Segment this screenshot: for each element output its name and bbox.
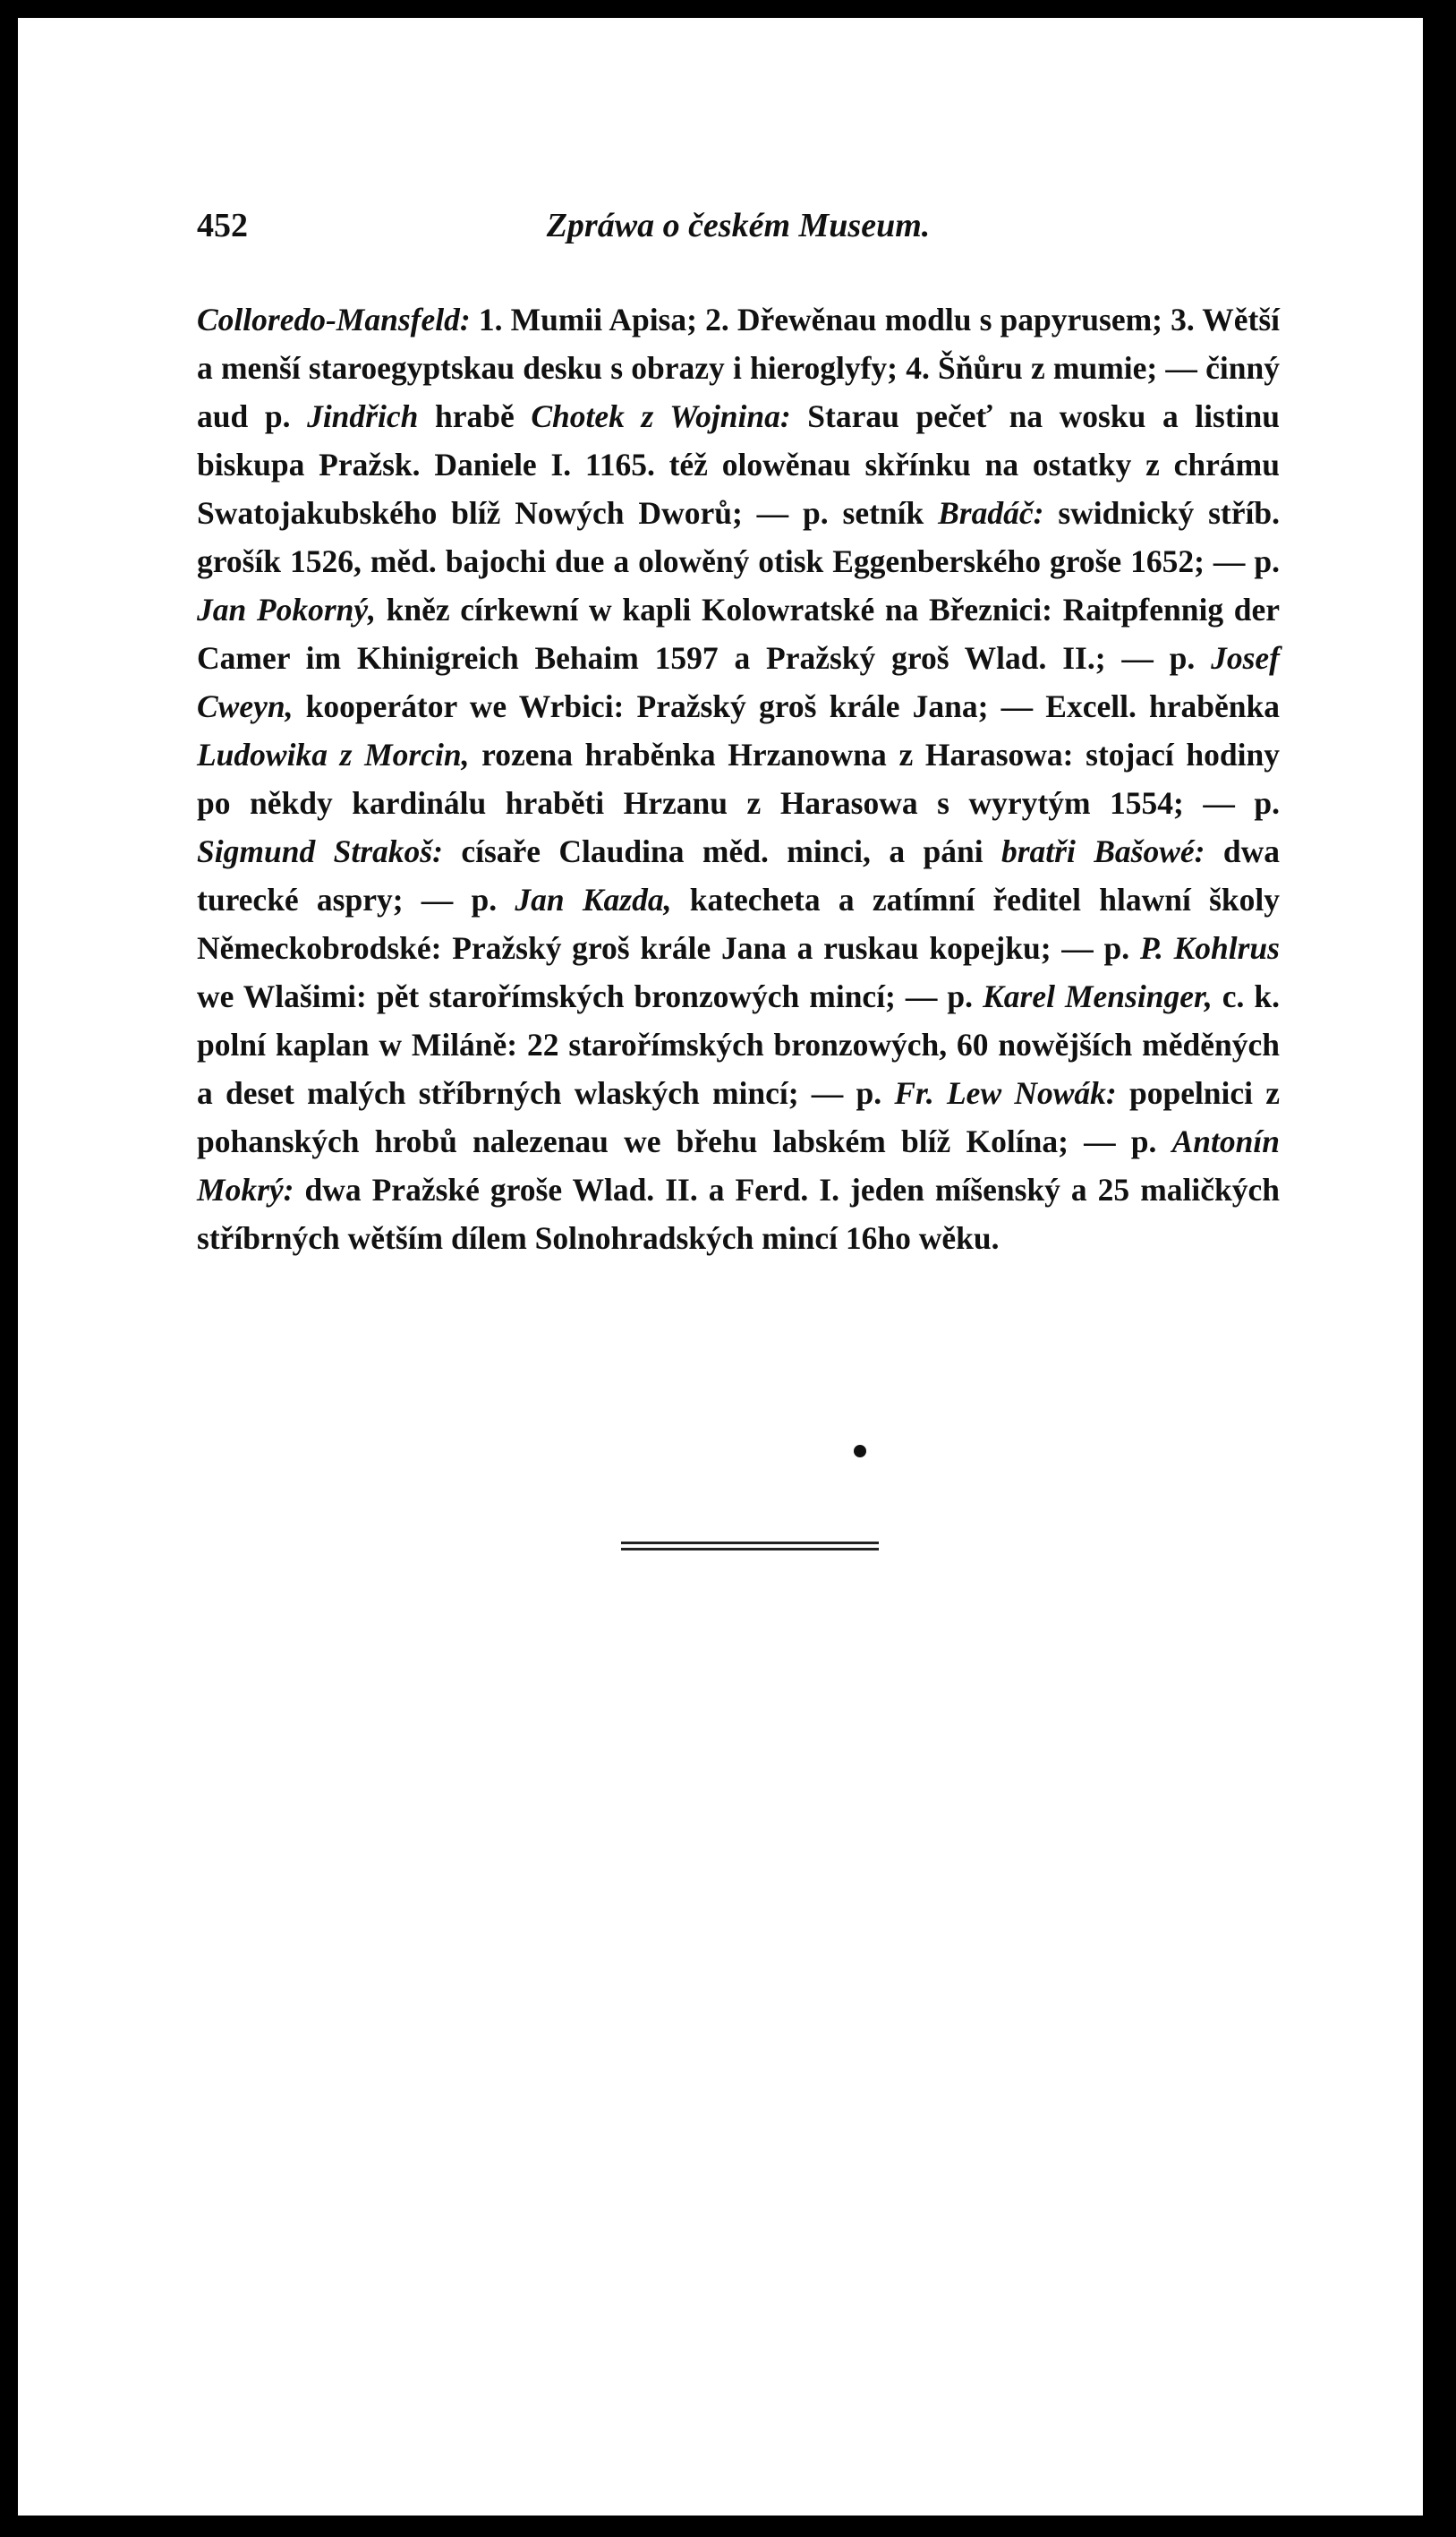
text-run: dwa turecké aspry; — p. <box>197 833 1281 918</box>
donor-name: Josef Cweyn, <box>197 640 1280 724</box>
donor-name: Colloredo-Mansfeld: <box>197 302 471 337</box>
book-page <box>18 18 1423 2516</box>
text-run: císaře Claudina měd. minci, a páni <box>442 833 1001 869</box>
donor-name: Chotek z Wojnina: <box>531 398 791 434</box>
text-run: rozena hraběnka Hrzanowna z Harasowa: stojací hodiny po někdy kardinálu hraběti Hrzanu z Harasowa s wyrytým 1554; — p. <box>197 737 1280 821</box>
text-run: Starau pečeť na wosku a listinu biskupa Pražsk. Daniele I. 1165. též olowěnau skřínku na ostatky z chrámu Swatojakubského blíž Nowých Dworů; — p. setník <box>197 398 1281 531</box>
text-run: katecheta a zatímní ředitel hlawní školy Německobrodské: Pražský groš krále Jana a ruskau kopejku; — p. <box>197 882 1281 966</box>
donor-name: bratři Bašowé: <box>1000 833 1205 869</box>
donor-name: Jindřich <box>307 398 419 434</box>
page-header <box>197 206 1280 260</box>
donor-name: Ludowika z Morcin, <box>197 737 470 773</box>
donor-name: Jan Pokorný, <box>197 592 377 628</box>
donor-name: Bradáč: <box>938 495 1044 531</box>
double-rule-divider <box>621 1542 879 1550</box>
text-run: hrabě <box>418 398 532 434</box>
donor-name: Jan Kazda, <box>515 882 672 918</box>
text-run: swidnický stříb. grošík 1526, měd. bajochi due a olowěný otisk Eggenberského groše 1652; — p. <box>197 495 1280 579</box>
text-run: popelnici z pohanských hrobů nalezenau we břehu labském blíž Kolína; — p. <box>197 1075 1281 1159</box>
text-run: kooperátor we Wrbici: Pražský groš krále Jana; — Excell. hraběnka <box>293 688 1280 724</box>
donor-name: Antonín Mokrý: <box>197 1123 1280 1208</box>
text-run: kněz církewní w kapli Kolowratské na Březnici: Raitpfennig der Camer im Khinigreich Behaim 1597 a Pražský groš Wlad. II.; — p. <box>197 592 1280 676</box>
body-paragraph <box>197 295 1280 1262</box>
text-run: c. k. polní kaplan w Miláně: 22 starořímských bronzowých, 60 nowějších měděných a deset malých stříbrných wlaských mincí; — p. <box>197 978 1281 1111</box>
text-run: we Wlašimi: pět starořímských bronzowých mincí; — p. <box>197 978 983 1014</box>
ink-dot <box>854 1445 866 1457</box>
text-run: dwa Pražské groše Wlad. II. a Ferd. I. jeden míšenský a 25 maličkých stříbrných wětším dílem Solnohradských mincí 16ho wěku. <box>197 1172 1280 1256</box>
donor-name: Karel Mensinger, <box>983 978 1213 1014</box>
text-run: 1. Mumii Apisa; 2. Dřewěnau modlu s papyrusem; 3. Wětší a menší staroegyptskau desku s obrazy i hieroglyfy; 4. Šňůru z mumie; — činný aud p. <box>197 302 1280 434</box>
donor-name: Sigmund Strakoš: <box>197 833 443 869</box>
donor-name: Fr. Lew Nowák: <box>894 1075 1117 1111</box>
running-title: Zpráwa o českém Museum. <box>546 207 931 244</box>
donor-name: P. Kohlrus <box>1139 930 1280 966</box>
page-number: 452 <box>197 207 248 244</box>
